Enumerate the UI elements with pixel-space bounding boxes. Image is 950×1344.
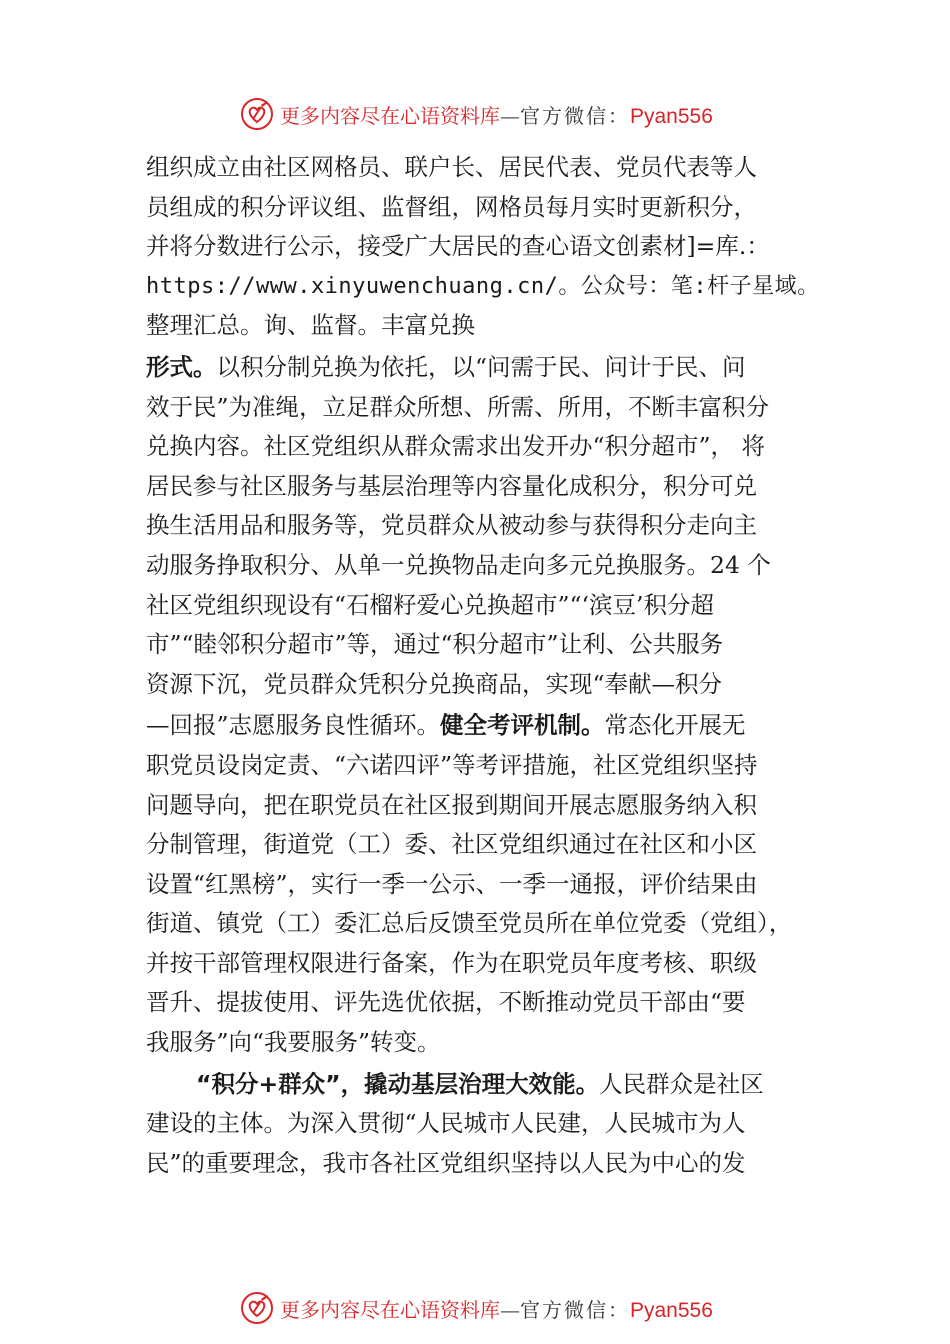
footer-watermark-inner — [240, 1288, 713, 1328]
body-line: 民”的重要理念，我市各社区党组织坚持以人民为中心的发 — [146, 1148, 746, 1177]
body-line-text: 常态化开展无 — [604, 711, 746, 740]
header-watermark-text — [280, 100, 713, 129]
body-line: 社区党组织现设有“石榴籽爱心兑换超市”“‘滨豆’积分超 — [146, 590, 714, 619]
footer-brand: 更多内容尽在心语资料库 — [280, 1297, 500, 1322]
body-line: 市”“睦邻积分超市”等，通过“积分超市”让利、公共服务 — [146, 630, 724, 659]
body-line: 建设的主体。为深入贯彻“人民城市人民建，人民城市为人 — [146, 1109, 746, 1138]
bold-heading-form: 形式。 — [146, 352, 217, 381]
body-line: 整理汇总。询、监督。丰富兑换 — [146, 311, 475, 340]
body-line-text: 人民群众是社区 — [599, 1069, 764, 1098]
body-line: 兑换内容。社区党组织从群众需求出发开办“积分超市”， 将 — [146, 432, 765, 461]
body-line: 我服务”向“我要服务”转变。 — [146, 1028, 441, 1057]
bold-heading-points-masses: “积分+群众”，撬动基层治理大效能。 — [196, 1069, 600, 1098]
body-line: 问题导向，把在职党员在社区报到期间开展志愿服务纳入积 — [146, 790, 757, 819]
body-line: 街道、镇党（工）委汇总后反馈至党员所在单位党委（党组）， — [146, 909, 793, 938]
document-body — [146, 148, 826, 1183]
header-dash: — — [500, 103, 520, 128]
footer-watermark-text — [280, 1294, 713, 1323]
body-line: 设置“红黑榜”，实行一季一公示、一季一通报，评价结果由 — [146, 869, 758, 898]
body-line-text: —回报”志愿服务良性循环。 — [146, 711, 441, 740]
body-line: 职党员设岗定责、“六诺四评”等考评措施，社区党组织坚持 — [146, 750, 758, 779]
header-label: 官方微信： — [520, 103, 630, 128]
heart-pen-logo-icon — [240, 1291, 274, 1325]
body-line: 员组成的积分评议组、监督组，网格员每月实时更新积分， — [146, 192, 757, 221]
body-line-url: https://www.xinyuwenchuang.cn/。公众号：笔:杆子星域。 — [146, 273, 820, 299]
body-line: 换生活用品和服务等，党员群众从被动参与获得积分走向主 — [146, 511, 757, 540]
body-line: 效于民”为准绳，立足群众所想、所需、所用，不断丰富积分 — [146, 392, 770, 421]
footer-label: 官方微信： — [520, 1297, 630, 1322]
bold-heading-evaluation: 健全考评机制。 — [440, 711, 605, 740]
body-line: 分制管理，街道党（工）委、社区党组织通过在社区和小区 — [146, 830, 757, 859]
page-footer-watermark — [0, 1288, 950, 1328]
body-line — [146, 1065, 826, 1105]
page-header-watermark — [0, 94, 950, 134]
header-brand: 更多内容尽在心语资料库 — [280, 103, 500, 128]
body-line — [146, 348, 826, 388]
body-line: 组织成立由社区网格员、联户长、居民代表、党员代表等人 — [146, 153, 757, 181]
footer-dash: — — [500, 1297, 520, 1322]
footer-wechat-id: Pyan556 — [630, 1298, 713, 1322]
body-line: 并按干部管理权限进行备案，作为在职党员年度考核、职级 — [146, 948, 757, 977]
body-line: 并将分数进行公示，接受广大居民的查心语文创素材]=库.： — [146, 232, 770, 261]
body-line: 居民参与社区服务与基层治理等内容量化成积分，积分可兑 — [146, 471, 757, 500]
body-line — [146, 706, 826, 746]
header-watermark-inner — [240, 94, 713, 134]
header-wechat-id: Pyan556 — [630, 104, 713, 128]
body-line: 资源下沉，党员群众凭积分兑换商品，实现“奉献—积分 — [146, 669, 723, 698]
heart-pen-logo-icon — [240, 97, 274, 131]
body-line-text: 以积分制兑换为依托，以“问需于民、问计于民、问 — [216, 352, 746, 381]
body-line: 动服务挣取积分、从单一兑换物品走向多元兑换服务。24 个 — [146, 550, 771, 579]
body-line: 晋升、提拔使用、评先选优依据，不断推动党员干部由“要 — [146, 988, 746, 1017]
